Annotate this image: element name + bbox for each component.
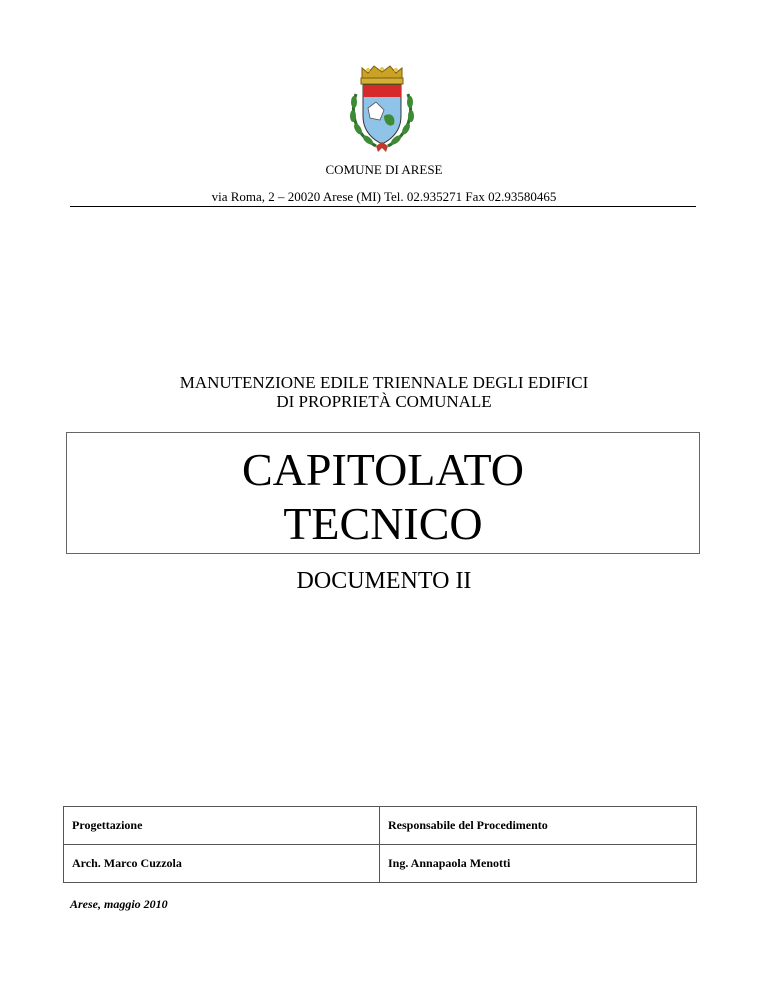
municipality-name: COMUNE DI ARESE [325, 162, 443, 177]
subject-line-2: DI PROPRIETÀ COMUNALE [276, 392, 492, 411]
subject-line-1: MANUTENZIONE EDILE TRIENNALE DEGLI EDIFICI [179, 373, 589, 392]
title-line-2: TECNICO [283, 498, 483, 549]
table-row [64, 845, 697, 883]
document-title-box [66, 432, 700, 554]
municipality-address: via Roma, 2 – 20020 Arese (MI) Tel. 02.935271 Fax 02.93580465 [211, 189, 557, 204]
title-line-1: CAPITOLATO [242, 444, 524, 495]
manager-name: Ing. Annapaola Menotti [380, 845, 697, 883]
document-subject [0, 373, 768, 411]
manager-label: Responsabile del Procedimento [380, 807, 697, 845]
designer-name: Arch. Marco Cuzzola [64, 845, 380, 883]
coat-of-arms-icon [346, 64, 418, 156]
table-row [64, 807, 697, 845]
header-divider [70, 206, 696, 207]
design-label: Progettazione [64, 807, 380, 845]
document-number: DOCUMENTO II [296, 568, 472, 594]
place-date: Arese, maggio 2010 [70, 897, 168, 911]
signature-table [63, 806, 697, 883]
